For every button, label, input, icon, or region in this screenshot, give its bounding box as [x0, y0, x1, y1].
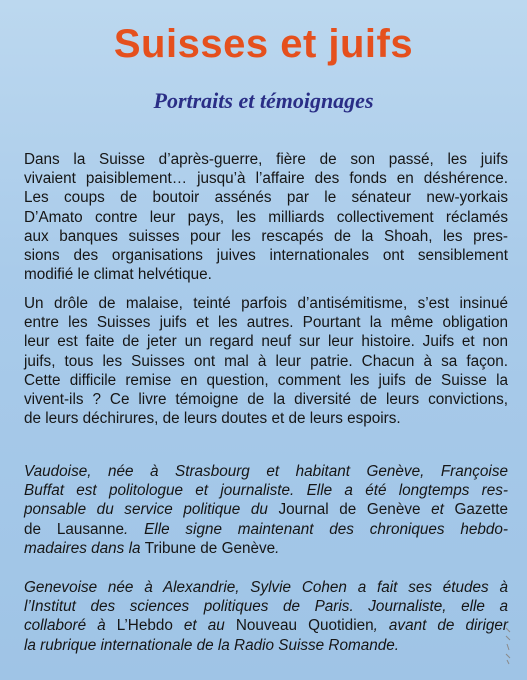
publication-name: Nouveau Quotidien	[235, 617, 374, 635]
text-fragment: .	[275, 539, 280, 557]
text-line	[24, 500, 508, 519]
scribble-icon	[503, 626, 513, 666]
text-line: Dans la Suisse d’après-guerre, fière de son passé, les juifs	[24, 151, 508, 168]
text-line: D’Amato contre leur pays, les milliards collectivement réclamés	[24, 208, 508, 226]
text-fragment: madaires dans la	[24, 539, 145, 557]
text-line: Les coups de boutoir assénés par le sénateur new-yorkais	[24, 189, 508, 207]
text-line: Vaudoise, née à Strasbourg et habitant Genève, Françoise	[24, 463, 508, 480]
text-line	[24, 616, 508, 635]
text-fragment: collaboré à	[24, 617, 117, 635]
text-fragment: ponsable du service politique du	[24, 501, 279, 519]
text-line	[24, 539, 508, 558]
summary-paragraph-2	[24, 294, 508, 428]
text-line: de leurs déchirures, de leurs doutes et de leurs espoirs.	[24, 410, 401, 428]
publication-name: de Lausanne	[24, 520, 125, 538]
book-subtitle: Portraits et témoignages	[153, 88, 374, 113]
text-line: Cette difficile remise en question, comment les juifs de Suisse la	[24, 371, 508, 389]
text-line: la rubrique internationale de la Radio Suisse Romande.	[24, 636, 400, 654]
publication-name: Tribune de Genève	[144, 539, 276, 557]
text-line: modifié le climat helvétique.	[24, 266, 212, 284]
summary-paragraph-1	[24, 150, 508, 284]
text-line: vivent-ils ? Ce livre témoigne de la diversité de leurs convictions,	[24, 391, 508, 409]
text-line: sions des organisations juives internationales ont sensiblement	[24, 247, 508, 265]
publication-name: Journal de Genève	[278, 501, 421, 519]
text-line: aux banques suisses pour les rescapés de la Shoah, les pres-	[24, 227, 508, 245]
text-line: Un drôle de malaise, teinté parfois d’antisémitisme, s’est insinué	[24, 295, 508, 312]
text-line: vivaient paisiblement… jusqu’à l’affaire des fonds en déshérence.	[24, 170, 508, 188]
author-bio-sylvie-cohen	[24, 578, 508, 655]
text-fragment: et au	[172, 617, 236, 635]
text-line: entre les Suisses juifs et les autres. Pourtant la même obligation	[24, 314, 508, 332]
author-bio-francoise-buffat	[24, 462, 508, 558]
text-line: Buffat est politologue et journaliste. Elle a été longtemps res-	[24, 482, 508, 500]
text-line: Genevoise née à Alexandrie, Sylvie Cohen a fait ses études à	[24, 579, 508, 596]
text-line	[24, 520, 508, 539]
corner-mark-decoration	[503, 626, 513, 666]
publication-name: L’Hebdo	[116, 617, 173, 635]
text-line: leur est faite de jeter un regard neuf sur leur histoire. Juifs et non	[24, 333, 508, 351]
publication-name: Gazette	[454, 501, 509, 519]
text-line: juifs, tous les Suisses ont mal à leur patrie. Chacun à sa façon.	[24, 352, 508, 370]
text-line: l’Institut des sciences politiques de Paris. Journaliste, elle a	[24, 598, 508, 616]
text-fragment: , avant de diriger	[373, 617, 508, 635]
text-fragment: et	[420, 501, 455, 519]
text-fragment: . Elle signe maintenant des chroniques hebdo-	[124, 520, 509, 538]
book-title: Suisses et juifs	[113, 22, 414, 66]
